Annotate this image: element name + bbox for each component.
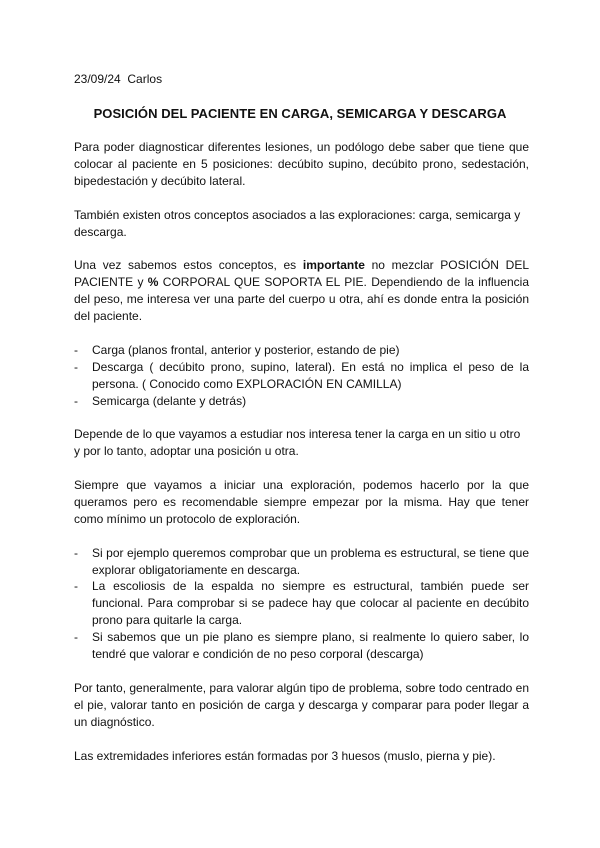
paragraph-protocol: Siempre que vayamos a iniciar una exploración, podemos hacerlo por la que queramos pero es recomendable siempre empezar por la misma. Hay que tener como mínimo un protocolo de exploración.: [74, 478, 529, 526]
paragraph-importance: Una vez sabemos estos conceptos, es importante no mezclar POSICIÓN DEL PACIENTE y % CORPORAL QUE SOPORTA EL PIE. Dependiendo de la influencia del peso, me interesa ver una parte del cuerpo u otra, ahí es donde entra la posición del paciente.: [74, 258, 529, 324]
list-item: - La escoliosis de la espalda no siempre es estructural, también puede ser funcional. Para comprobar si se padece hay que colocar al paciente en decúbito prono para quitarle la carga.: [74, 578, 529, 629]
paragraph-extremities: Las extremidades inferiores están formadas por 3 huesos (muslo, pierna y pie).: [74, 748, 496, 763]
list-item: - Descarga ( decúbito prono, supino, lateral). En está no implica el peso de la persona. ( Conocido como EXPLORACIÓN EN CAMILLA): [74, 359, 529, 393]
paragraph-intro: Para poder diagnosticar diferentes lesiones, un podólogo debe saber que tiene que colocar al paciente en 5 posiciones: decúbito supino, decúbito prono, sedestación, bipedestación y decúbito lateral.: [74, 140, 529, 188]
date: 23/09/24: [74, 72, 121, 86]
document-body: [74, 139, 529, 781]
paragraph-concepts: También existen otros conceptos asociados a las exploraciones: carga, semicarga y descarga.: [74, 207, 521, 239]
paragraph-depends: Depende de lo que vayamos a estudiar nos interesa tener la carga en un sitio u otro y por lo tanto, adoptar una posición u otra.: [74, 427, 521, 459]
list-item: - Semicarga (delante y detrás): [74, 393, 529, 410]
header-line: [74, 72, 162, 87]
list-item: - Si sabemos que un pie plano es siempre plano, si realmente lo quiero saber, lo tendré que valorar e condición de no peso corporal (descarga): [74, 629, 529, 663]
list-item: - Carga (planos frontal, anterior y posterior, estando de pie): [74, 342, 529, 359]
paragraph-conclusion: Por tanto, generalmente, para valorar algún tipo de problema, sobre todo centrado en el pie, valorar tanto en posición de carga y descarga y comparar para poder llegar a un diagnóstico.: [74, 680, 529, 729]
author: Carlos: [127, 72, 163, 86]
list-load-types: [74, 342, 529, 410]
emphasis-percent: %: [147, 275, 159, 290]
list-examples: [74, 545, 529, 663]
document-title: POSICIÓN DEL PACIENTE EN CARGA, SEMICARGA Y DESCARGA: [93, 106, 507, 121]
list-item: - Si por ejemplo queremos comprobar que un problema es estructural, se tiene que explorar obligatoriamente en descarga.: [74, 545, 529, 579]
emphasis-importante: importante: [302, 258, 365, 273]
